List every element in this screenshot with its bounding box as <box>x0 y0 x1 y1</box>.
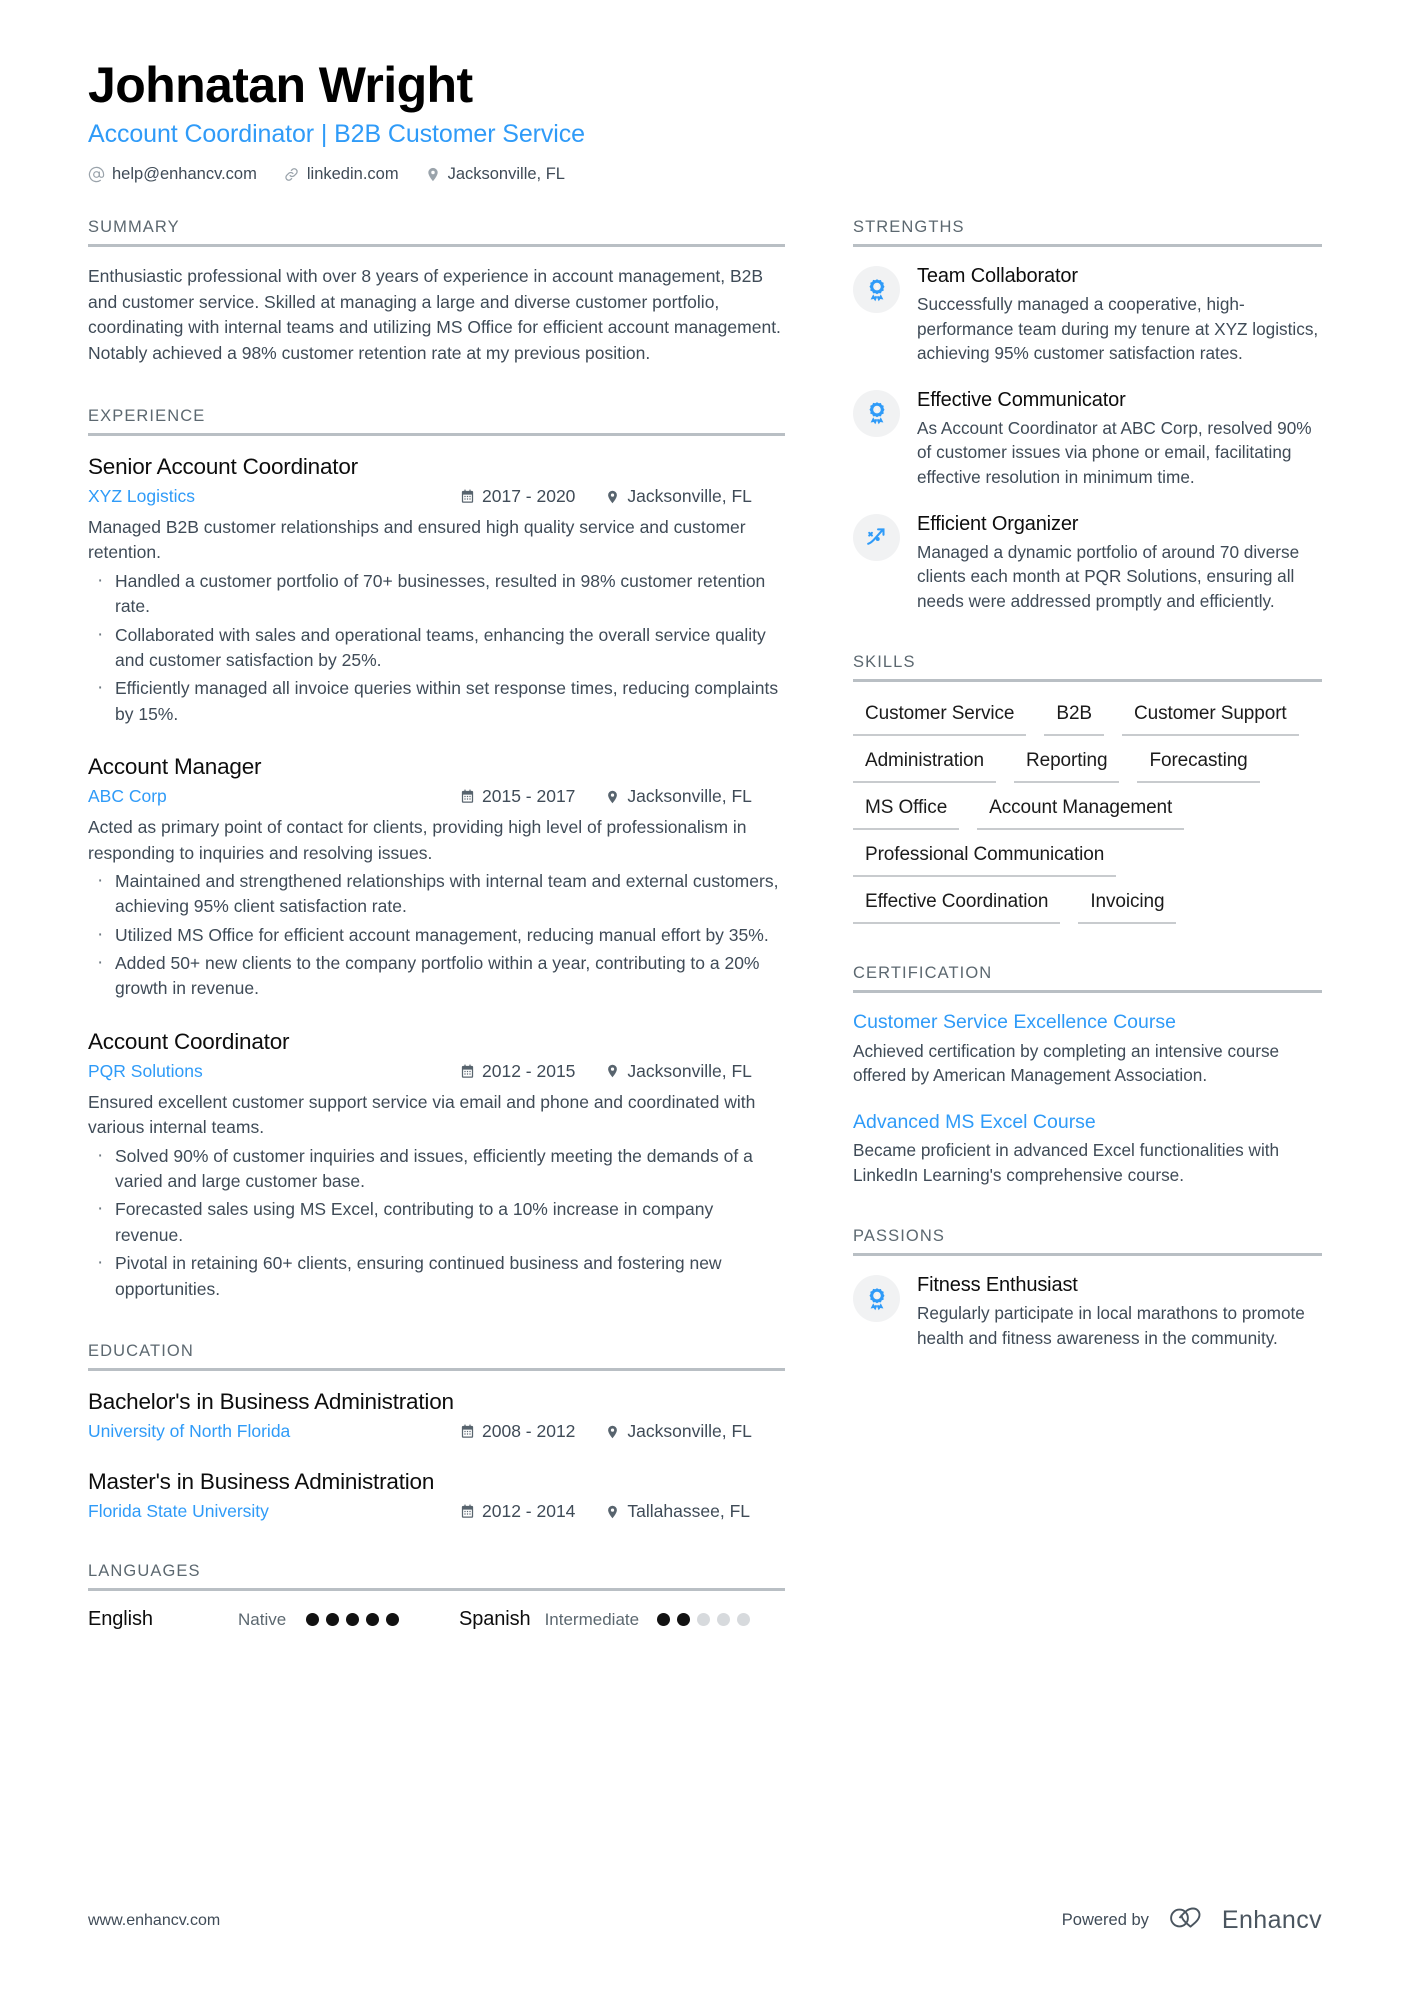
section-experience <box>88 407 785 1302</box>
language-rating <box>306 1613 399 1626</box>
experience-entry <box>88 453 785 727</box>
education-date-text: 2008 - 2012 <box>482 1421 576 1441</box>
experience-date <box>460 486 575 507</box>
section-passions <box>853 1227 1322 1350</box>
brand-logo <box>1167 1904 1322 1937</box>
location-pin-icon <box>425 166 441 183</box>
skill-tag: Customer Support <box>1122 699 1299 736</box>
education-meta <box>88 1421 785 1442</box>
rating-dot <box>657 1613 670 1626</box>
experience-location <box>605 1061 752 1082</box>
rating-dot <box>346 1613 359 1626</box>
rating-dot <box>697 1613 710 1626</box>
section-title-summary: SUMMARY <box>88 218 785 247</box>
experience-date <box>460 786 575 807</box>
powered-by <box>1062 1904 1322 1937</box>
certification-description: Became proficient in advanced Excel functionalities with LinkedIn Learning's comprehensive course. <box>853 1140 1280 1185</box>
certification-title[interactable]: Advanced MS Excel Course <box>853 1110 1096 1133</box>
experience-org[interactable]: XYZ Logistics <box>88 486 195 506</box>
experience-meta <box>88 1061 785 1082</box>
experience-title: Account Coordinator <box>88 1028 290 1054</box>
strength-description: Managed a dynamic portfolio of around 70 diverse clients each month at PQR Solutions, ensuring all needs were addressed promptly and efficiently. <box>917 541 1300 611</box>
language-level: Intermediate <box>544 1609 640 1629</box>
strength-name: Efficient Organizer <box>917 512 1079 535</box>
language-name: Spanish <box>459 1608 531 1631</box>
powered-by-label: Powered by <box>1061 1911 1149 1929</box>
education-location-text: Tallahassee, FL <box>627 1501 750 1522</box>
footer-url[interactable]: www.enhancv.com <box>88 1911 221 1929</box>
experience-entry <box>88 753 785 1002</box>
left-column <box>88 218 785 1631</box>
section-title-experience: EXPERIENCE <box>88 407 785 436</box>
section-title-certification: CERTIFICATION <box>853 964 1322 993</box>
experience-meta <box>88 486 785 507</box>
contact-linkedin[interactable] <box>283 165 399 184</box>
section-title-skills: SKILLS <box>853 653 1322 682</box>
rating-dot <box>386 1613 399 1626</box>
skill-tag: Customer Service <box>853 699 1026 736</box>
language-item <box>459 1608 750 1631</box>
location-pin-icon <box>605 1504 620 1520</box>
experience-date-text: 2015 - 2017 <box>482 786 576 807</box>
experience-entry <box>88 1028 785 1302</box>
skill-tag: Reporting <box>1014 746 1119 783</box>
experience-location-text: Jacksonville, FL <box>627 1060 752 1081</box>
bullet-item: · Collaborated with sales and operational teams, enhancing the overall service quality and customer satisfaction by 25%. <box>88 623 785 674</box>
education-school[interactable]: Florida State University <box>88 1501 269 1522</box>
experience-location-text: Jacksonville, FL <box>627 786 752 807</box>
certification-description: Achieved certification by completing an intensive course offered by American Management Association. <box>853 1040 1280 1086</box>
section-title-languages: LANGUAGES <box>88 1562 785 1591</box>
skills-list <box>853 699 1322 924</box>
rating-dot <box>366 1613 379 1626</box>
experience-location-text: Jacksonville, FL <box>627 486 752 506</box>
education-degree: Bachelor's in Business Administration <box>88 1388 454 1414</box>
resume-header <box>88 58 1322 184</box>
education-school[interactable]: University of North Florida <box>88 1421 291 1441</box>
svg-text:1: 1 <box>875 407 878 414</box>
bullet-item: · Forecasted sales using MS Excel, contributing to a 10% increase in company revenue. <box>88 1197 785 1248</box>
certification-item <box>853 1110 1322 1188</box>
award-ribbon-icon <box>853 1275 900 1322</box>
contact-location-text: Jacksonville, FL <box>447 165 565 183</box>
svg-text:1: 1 <box>875 1293 878 1300</box>
language-name: English <box>88 1608 153 1631</box>
section-skills <box>853 653 1322 924</box>
experience-location <box>605 786 752 807</box>
calendar-icon <box>460 489 475 504</box>
education-entry <box>88 1468 785 1522</box>
calendar-icon <box>460 1424 475 1439</box>
passion-name: Fitness Enthusiast <box>917 1274 1078 1297</box>
experience-date-text: 2012 - 2015 <box>482 1060 576 1081</box>
passion-description: Regularly participate in local marathons to promote health and fitness awareness in the community. <box>917 1303 1305 1348</box>
experience-bullets <box>88 569 785 727</box>
experience-description: Managed B2B customer relationships and ensured high quality service and customer retention. <box>88 517 746 563</box>
calendar-icon <box>460 1504 475 1519</box>
experience-meta <box>88 786 785 807</box>
education-entry <box>88 1388 785 1442</box>
skill-tag: MS Office <box>853 793 959 830</box>
bullet-item: · Handled a customer portfolio of 70+ businesses, resulted in 98% customer retention rate. <box>88 569 785 620</box>
education-location <box>605 1421 752 1442</box>
certification-item <box>853 1010 1322 1088</box>
certification-title[interactable]: Customer Service Excellence Course <box>853 1011 1176 1034</box>
section-education <box>88 1342 785 1522</box>
skill-tag: B2B <box>1044 699 1104 736</box>
contact-location <box>425 165 565 184</box>
skill-tag: Administration <box>853 746 996 783</box>
languages-list <box>88 1608 785 1631</box>
strength-item <box>853 264 1322 366</box>
strength-name: Team Collaborator <box>917 265 1078 287</box>
experience-description: Acted as primary point of contact for clients, providing high level of professionalism in responding to inquiries and resolving issues. <box>88 817 747 863</box>
rating-dot <box>717 1613 730 1626</box>
skill-tag: Account Management <box>977 793 1184 830</box>
location-pin-icon <box>605 1424 620 1440</box>
rating-dot <box>677 1613 690 1626</box>
experience-location <box>605 486 752 507</box>
bullet-item: · Solved 90% of customer inquiries and issues, efficiently meeting the demands of a varied and large customer base. <box>88 1144 785 1195</box>
skill-tag: Forecasting <box>1137 746 1259 783</box>
bullet-item: · Added 50+ new clients to the company portfolio within a year, contributing to a 20% growth in revenue. <box>88 951 785 1002</box>
award-ribbon-icon <box>853 390 900 437</box>
skill-tag: Professional Communication <box>853 840 1116 877</box>
experience-date <box>460 1061 575 1082</box>
skill-tag: Effective Coordination <box>853 887 1060 924</box>
section-summary <box>88 218 785 367</box>
skill-tag: Invoicing <box>1078 887 1176 924</box>
section-certification <box>853 964 1322 1187</box>
location-pin-icon <box>605 489 620 505</box>
bullet-item: · Utilized MS Office for efficient account management, reducing manual effort by 35%. <box>88 923 785 948</box>
experience-bullets <box>88 1144 785 1302</box>
rating-dot <box>306 1613 319 1626</box>
svg-text:1: 1 <box>875 284 878 291</box>
section-strengths <box>853 218 1322 613</box>
rating-dot <box>326 1613 339 1626</box>
language-rating <box>657 1613 750 1626</box>
page-title: Johnatan Wright <box>88 57 473 113</box>
experience-bullets <box>88 869 785 1002</box>
strength-name: Effective Communicator <box>917 388 1126 411</box>
right-column <box>853 218 1322 1631</box>
experience-title: Account Manager <box>88 754 262 779</box>
passion-item <box>853 1273 1322 1350</box>
section-title-passions: PASSIONS <box>853 1227 1322 1256</box>
language-item <box>88 1608 399 1631</box>
education-date-text: 2012 - 2014 <box>482 1501 576 1522</box>
experience-description: Ensured excellent customer support service via email and phone and coordinated with various internal teams. <box>88 1091 756 1138</box>
contact-linkedin-text: linkedin.com <box>306 165 399 183</box>
summary-text: Enthusiastic professional with over 8 years of experience in account management, B2B and customer service. Skilled at managing a large and diverse customer portfolio, coordinating with internal teams and utilizing MS Office for efficient account management. Notably achieved a 98% customer retention rate at my previous position. <box>88 266 781 364</box>
link-icon <box>283 166 300 183</box>
enhancv-logo-icon <box>1167 1904 1211 1937</box>
bullet-item: · Efficiently managed all invoice queries within set response times, reducing complaints by 15%. <box>88 676 785 727</box>
section-title-education: EDUCATION <box>88 1342 785 1371</box>
resume-body <box>88 218 1322 1631</box>
language-level: Native <box>238 1609 287 1629</box>
experience-title: Senior Account Coordinator <box>88 453 358 479</box>
strength-description: As Account Coordinator at ABC Corp, resolved 90% of customer issues via phone or email, facilitating effective resolution in minimum time. <box>917 417 1312 487</box>
section-languages <box>88 1562 785 1631</box>
brand-name: Enhancv <box>1221 1906 1322 1934</box>
footer <box>88 1904 1322 1937</box>
rating-dot <box>737 1613 750 1626</box>
experience-org[interactable]: ABC Corp <box>88 786 167 807</box>
education-location-text: Jacksonville, FL <box>627 1421 752 1441</box>
strength-item <box>853 512 1322 614</box>
bullet-item: · Pivotal in retaining 60+ clients, ensuring continued business and fostering new opportunities. <box>88 1251 785 1302</box>
location-pin-icon <box>605 1063 620 1079</box>
contact-row <box>88 165 1322 184</box>
location-pin-icon <box>605 789 620 805</box>
contact-email[interactable] <box>88 165 257 184</box>
education-location <box>605 1501 750 1522</box>
section-title-strengths: STRENGTHS <box>853 218 1322 247</box>
award-ribbon-icon <box>853 266 900 313</box>
contact-email-text: help@enhancv.com <box>112 165 257 183</box>
education-meta <box>88 1501 785 1522</box>
trending-arrow-icon <box>853 514 900 561</box>
education-date <box>460 1421 575 1442</box>
education-degree: Master's in Business Administration <box>88 1469 435 1494</box>
strength-description: Successfully managed a cooperative, high-performance team during my tenure at XYZ logistics, achieving 95% customer satisfaction rates. <box>917 294 1319 364</box>
calendar-icon <box>460 789 475 804</box>
calendar-icon <box>460 1064 475 1079</box>
bullet-item: · Maintained and strengthened relationships with internal team and external customers, achieving 95% client satisfaction rate. <box>88 869 785 920</box>
headline: Account Coordinator | B2B Customer Service <box>88 120 585 148</box>
at-icon <box>88 166 105 183</box>
education-date <box>460 1501 575 1522</box>
experience-org[interactable]: PQR Solutions <box>88 1060 203 1081</box>
strength-item <box>853 388 1322 490</box>
experience-date-text: 2017 - 2020 <box>482 486 576 506</box>
